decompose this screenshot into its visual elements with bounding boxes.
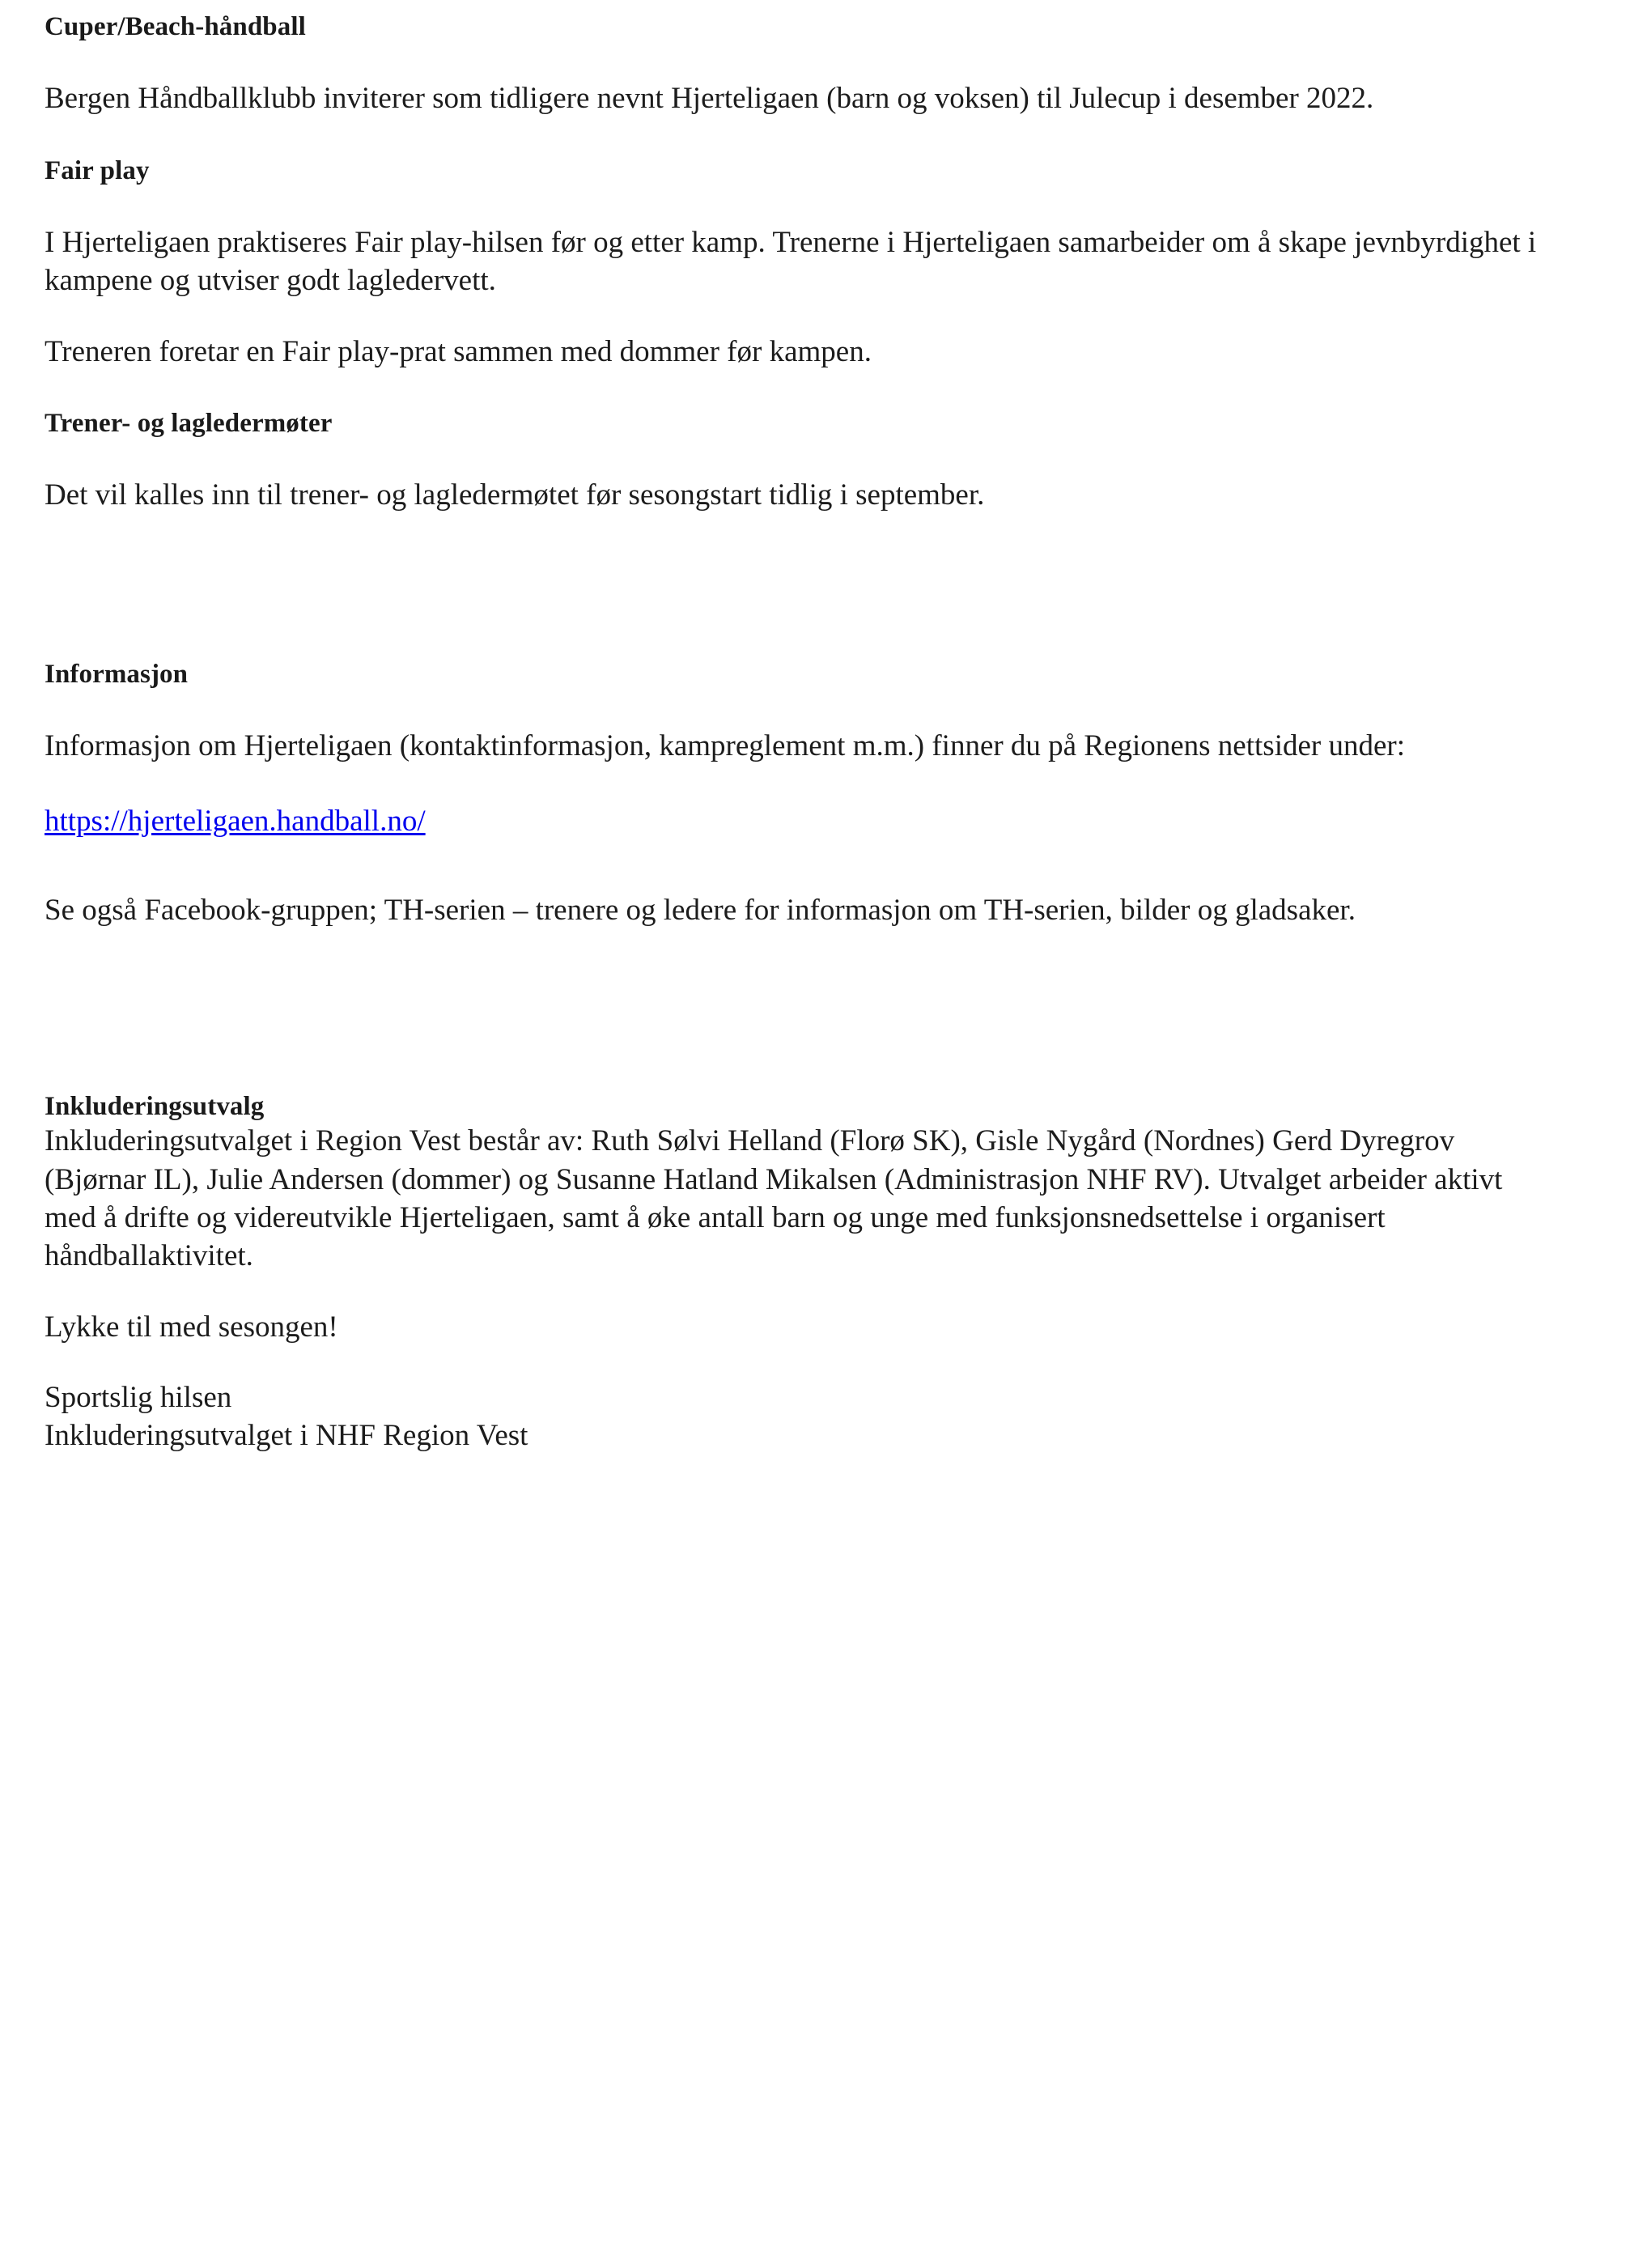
spacer: [45, 371, 1542, 408]
document-body: [45, 0, 1542, 1455]
spacer: [45, 1276, 1542, 1308]
heading-fair-play: Fair play: [45, 155, 150, 185]
paragraph-fair-play-talk: Treneren foretar en Fair play-prat sammen med dommer før kampen.: [45, 334, 872, 368]
spacer: [45, 1346, 1542, 1378]
heading-cuper-beach-handball: Cuper/Beach-håndball: [45, 12, 306, 41]
paragraph-inkluderingsutvalg-members: Inkluderingsutvalget i Region Vest består av: Ruth Sølvi Helland (Florø SK), Gisle Nygård (Nordnes) Gerd Dyregrov (Bjørnar IL), Julie Andersen (dommer) og Susanne Hatland Mikalsen (Administrasjon NHF RV). Utvalget arbeider aktivt med å drifte og videreutvikle Hjerteligaen, samt å øke antall barn og unge med funksjonsnedsettelse i organisert håndballaktivitet.: [45, 1124, 1503, 1273]
link-line: [45, 802, 1542, 840]
spacer: [45, 439, 1542, 476]
spacer: [45, 118, 1542, 155]
spacer: [45, 765, 1542, 802]
spacer: [45, 841, 1542, 891]
paragraph-fair-play-greeting: I Hjerteligaen praktiseres Fair play-hilsen før og etter kamp. Trenerne i Hjerteligaen samarbeider om å skape jevnbyrdighet i kampene og utviser godt lagledervett.: [45, 225, 1537, 298]
heading-informasjon: Informasjon: [45, 659, 189, 689]
hjerteligaen-website-link[interactable]: https://hjerteligaen.handball.no/: [45, 805, 426, 839]
paragraph-trener-meeting: Det vil kalles inn til trener- og lagledermøtet før sesongstart tidlig i september.: [45, 478, 985, 512]
signoff-line-sportslig-hilsen: Sportslig hilsen: [45, 1381, 232, 1414]
spacer-empty-paragraph: [45, 515, 1542, 659]
paragraph-facebook-group: Se også Facebook-gruppen; TH-serien – trenere og ledere for informasjon om TH-serien, bilder og gladsaker.: [45, 893, 1356, 927]
paragraph-informasjon-body: Informasjon om Hjerteligaen (kontaktinformasjon, kampreglement m.m.) finner du på Regionens nettsider under:: [45, 728, 1405, 762]
spacer: [45, 42, 1542, 79]
paragraph-closing-wish: Lykke til med sesongen!: [45, 1310, 338, 1344]
top-spacer: [45, 0, 1542, 11]
paragraph-cuper-invitation: Bergen Håndballklubb inviterer som tidligere nevnt Hjerteligaen (barn og voksen) til Julecup i desember 2022.: [45, 82, 1374, 116]
spacer-empty-paragraph: [45, 929, 1542, 1091]
heading-inkluderingsutvalg: Inkluderingsutvalg: [45, 1091, 265, 1121]
spacer: [45, 186, 1542, 223]
spacer: [45, 300, 1542, 333]
spacer: [45, 690, 1542, 727]
heading-trener-og-lagledermoter: Trener- og lagledermøter: [45, 408, 333, 438]
signoff-line-organisation: Inkluderingsutvalget i NHF Region Vest: [45, 1419, 528, 1453]
